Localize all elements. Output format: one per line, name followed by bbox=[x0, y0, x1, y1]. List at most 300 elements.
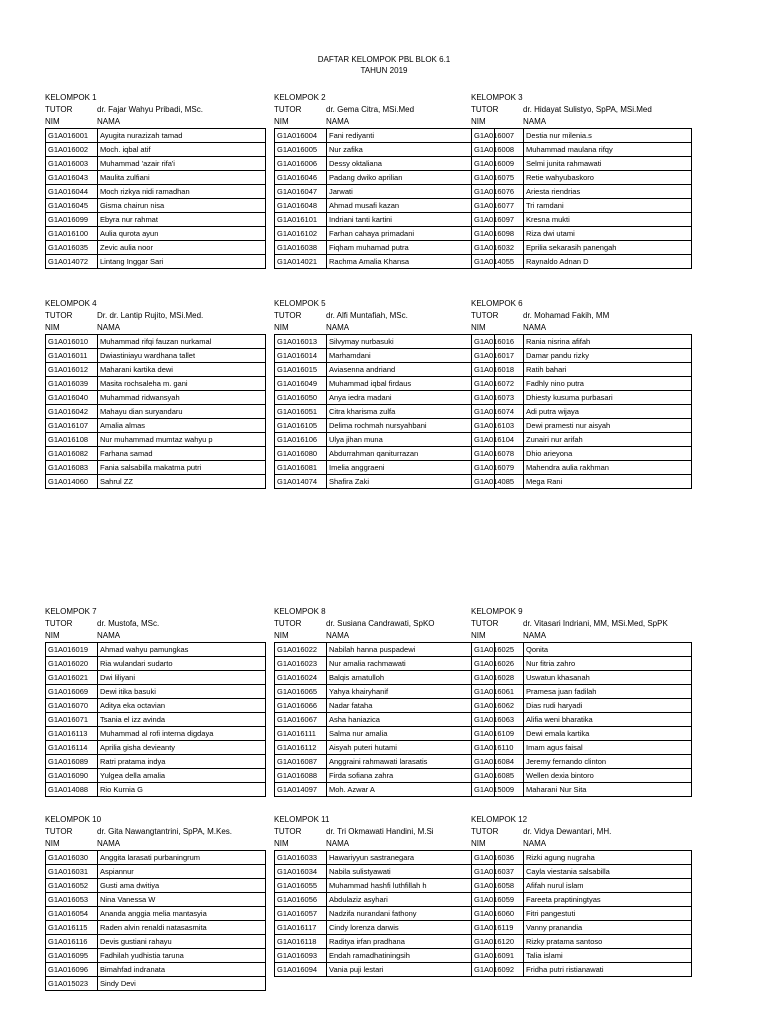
table-row bbox=[472, 963, 692, 977]
nama-cell: Vanny pranandia bbox=[524, 921, 692, 935]
nama-cell: Uswatun khasanah bbox=[524, 671, 692, 685]
nim-cell: G1A016116 bbox=[46, 935, 98, 949]
member-table bbox=[45, 642, 266, 797]
table-row bbox=[472, 893, 692, 907]
group-name: KELOMPOK 11 bbox=[274, 815, 330, 824]
table-row bbox=[472, 921, 692, 935]
group-4 bbox=[45, 298, 266, 489]
tutor-label: TUTOR bbox=[471, 827, 499, 836]
nim-header: NIM bbox=[45, 117, 60, 126]
table-row bbox=[275, 907, 495, 921]
table-row bbox=[472, 671, 692, 685]
nama-cell: Rizki agung nugraha bbox=[524, 851, 692, 865]
table-row bbox=[46, 433, 266, 447]
nama-cell: Salma nur amalia bbox=[327, 727, 495, 741]
table-row bbox=[46, 363, 266, 377]
nama-cell: Pramesa juan fadilah bbox=[524, 685, 692, 699]
nama-cell: Retie wahyubaskoro bbox=[524, 171, 692, 185]
nama-header: NAMA bbox=[523, 839, 547, 848]
table-row bbox=[472, 391, 692, 405]
table-row bbox=[275, 227, 495, 241]
group-name: KELOMPOK 12 bbox=[471, 815, 528, 824]
nim-cell: G1A016056 bbox=[275, 893, 327, 907]
nama-cell: Riza dwi utami bbox=[524, 227, 692, 241]
nama-cell: Rachma Amalia Khansa bbox=[327, 255, 495, 269]
table-row bbox=[472, 865, 692, 879]
table-row bbox=[46, 377, 266, 391]
nama-cell: Eprilia sekarasih panengah bbox=[524, 241, 692, 255]
nama-cell: Muhammad maulana rifqy bbox=[524, 143, 692, 157]
nama-header: NAMA bbox=[326, 323, 350, 332]
nim-cell: G1A014085 bbox=[472, 475, 524, 489]
nama-cell: Sindy Devi bbox=[98, 977, 266, 991]
nama-cell: Balqis amatulloh bbox=[327, 671, 495, 685]
group-10 bbox=[45, 814, 266, 991]
tutor-name: dr. Gema Citra, MSi.Med bbox=[326, 105, 415, 114]
tutor-row bbox=[274, 310, 495, 322]
nim-cell: G1A016055 bbox=[275, 879, 327, 893]
tutor-label: TUTOR bbox=[45, 619, 73, 628]
member-table bbox=[471, 128, 692, 269]
table-row bbox=[275, 447, 495, 461]
member-table bbox=[274, 642, 495, 797]
table-row bbox=[472, 419, 692, 433]
nama-cell: Aprilia gisha devieanty bbox=[98, 741, 266, 755]
tutor-label: TUTOR bbox=[274, 619, 302, 628]
nama-cell: Selmi junita rahmawati bbox=[524, 157, 692, 171]
table-row bbox=[46, 199, 266, 213]
nama-cell: Cindy lorenza darwis bbox=[327, 921, 495, 935]
table-row bbox=[46, 129, 266, 143]
nim-cell: G1A016088 bbox=[275, 769, 327, 783]
table-row bbox=[472, 907, 692, 921]
nim-cell: G1A016074 bbox=[472, 405, 524, 419]
nim-cell: G1A016090 bbox=[46, 769, 98, 783]
nim-cell: G1A016082 bbox=[46, 447, 98, 461]
nama-cell: Citra kharisma zulfa bbox=[327, 405, 495, 419]
nim-cell: G1A016058 bbox=[472, 879, 524, 893]
table-row bbox=[46, 213, 266, 227]
table-row bbox=[472, 255, 692, 269]
table-row bbox=[46, 227, 266, 241]
nim-cell: G1A014072 bbox=[46, 255, 98, 269]
nama-cell: Aulia qurota ayun bbox=[98, 227, 266, 241]
group-name: KELOMPOK 8 bbox=[274, 607, 326, 616]
nama-cell: Muhammad rifqi fauzan nurkamal bbox=[98, 335, 266, 349]
table-row bbox=[275, 419, 495, 433]
table-row bbox=[46, 335, 266, 349]
nama-header: NAMA bbox=[97, 631, 121, 640]
nim-cell: G1A016091 bbox=[472, 949, 524, 963]
table-row bbox=[472, 241, 692, 255]
nim-cell: G1A016059 bbox=[472, 893, 524, 907]
group-name: KELOMPOK 5 bbox=[274, 299, 326, 308]
nama-cell: Destia nur milenia.s bbox=[524, 129, 692, 143]
nim-cell: G1A016054 bbox=[46, 907, 98, 921]
nama-cell: Maharani kartika dewi bbox=[98, 363, 266, 377]
document-subtitle: TAHUN 2019 bbox=[360, 66, 408, 75]
nama-cell: Adi putra wijaya bbox=[524, 405, 692, 419]
table-row bbox=[472, 657, 692, 671]
member-table bbox=[45, 334, 266, 489]
nim-cell: G1A016024 bbox=[275, 671, 327, 685]
table-row bbox=[275, 657, 495, 671]
group-5 bbox=[274, 298, 495, 489]
nim-cell: G1A016096 bbox=[46, 963, 98, 977]
nama-cell: Imam agus faisal bbox=[524, 741, 692, 755]
nim-cell: G1A016105 bbox=[275, 419, 327, 433]
table-row bbox=[275, 893, 495, 907]
nim-cell: G1A016099 bbox=[46, 213, 98, 227]
nim-cell: G1A014074 bbox=[275, 475, 327, 489]
tutor-name: dr. Susiana Candrawati, SpKO bbox=[326, 619, 435, 628]
table-row bbox=[472, 213, 692, 227]
nama-cell: Devis gustiani rahayu bbox=[98, 935, 266, 949]
table-row bbox=[46, 949, 266, 963]
nim-cell: G1A016033 bbox=[275, 851, 327, 865]
member-table bbox=[274, 334, 495, 489]
nama-cell: Jarwati bbox=[327, 185, 495, 199]
table-row bbox=[275, 879, 495, 893]
table-row bbox=[472, 461, 692, 475]
nim-cell: G1A016107 bbox=[46, 419, 98, 433]
table-row bbox=[46, 935, 266, 949]
nama-header: NAMA bbox=[523, 117, 547, 126]
nim-cell: G1A016014 bbox=[275, 349, 327, 363]
nim-cell: G1A016036 bbox=[472, 851, 524, 865]
nama-cell: Nina Vanessa W bbox=[98, 893, 266, 907]
nim-cell: G1A016034 bbox=[275, 865, 327, 879]
nim-cell: G1A016003 bbox=[46, 157, 98, 171]
nama-cell: Delima rochmah nursyahbani bbox=[327, 419, 495, 433]
column-header-row bbox=[45, 630, 266, 642]
tutor-label: TUTOR bbox=[45, 105, 73, 114]
nama-cell: Aviasenna andriand bbox=[327, 363, 495, 377]
column-header-row bbox=[45, 116, 266, 128]
nim-cell: G1A016030 bbox=[46, 851, 98, 865]
table-row bbox=[472, 377, 692, 391]
nim-cell: G1A016092 bbox=[472, 963, 524, 977]
nim-cell: G1A016087 bbox=[275, 755, 327, 769]
nama-cell: Fridha putri ristianawati bbox=[524, 963, 692, 977]
group-name: KELOMPOK 3 bbox=[471, 93, 523, 102]
table-row bbox=[275, 685, 495, 699]
nama-cell: Anya iedra madani bbox=[327, 391, 495, 405]
tutor-label: TUTOR bbox=[471, 105, 499, 114]
group-2 bbox=[274, 92, 495, 269]
table-row bbox=[472, 851, 692, 865]
tutor-name: dr. Tri Okmawati Handini, M.Si bbox=[326, 827, 434, 836]
nama-cell: Anggita larasati purbaningrum bbox=[98, 851, 266, 865]
table-row bbox=[275, 783, 495, 797]
nim-cell: G1A016017 bbox=[472, 349, 524, 363]
table-row bbox=[46, 255, 266, 269]
nim-cell: G1A016048 bbox=[275, 199, 327, 213]
nama-cell: Raden alvin renaldi natasasmita bbox=[98, 921, 266, 935]
nim-cell: G1A016008 bbox=[472, 143, 524, 157]
nim-cell: G1A016053 bbox=[46, 893, 98, 907]
tutor-name: dr. Fajar Wahyu Pribadi, MSc. bbox=[97, 105, 203, 114]
table-row bbox=[275, 241, 495, 255]
nama-cell: Abdurrahman qaniturrazan bbox=[327, 447, 495, 461]
nama-cell: Tsania el izz avinda bbox=[98, 713, 266, 727]
nama-cell: Imelia anggraeni bbox=[327, 461, 495, 475]
column-header-row bbox=[471, 116, 692, 128]
tutor-label: TUTOR bbox=[45, 311, 73, 320]
nim-cell: G1A016016 bbox=[472, 335, 524, 349]
nim-cell: G1A016102 bbox=[275, 227, 327, 241]
nim-cell: G1A016067 bbox=[275, 713, 327, 727]
group-3 bbox=[471, 92, 692, 269]
table-row bbox=[46, 727, 266, 741]
table-row bbox=[275, 769, 495, 783]
nama-cell: Talia islami bbox=[524, 949, 692, 963]
nama-cell: Kresna mukti bbox=[524, 213, 692, 227]
nim-cell: G1A016103 bbox=[472, 419, 524, 433]
column-header-row bbox=[471, 322, 692, 334]
nama-cell: Amalia almas bbox=[98, 419, 266, 433]
group-name: KELOMPOK 9 bbox=[471, 607, 523, 616]
member-table bbox=[471, 850, 692, 977]
tutor-name: Dr. dr. Lantip Rujito, MSi.Med. bbox=[97, 311, 204, 320]
table-row bbox=[46, 741, 266, 755]
tutor-label: TUTOR bbox=[471, 619, 499, 628]
nama-cell: Ahmad musafi kazan bbox=[327, 199, 495, 213]
table-row bbox=[46, 755, 266, 769]
table-row bbox=[472, 783, 692, 797]
table-row bbox=[46, 699, 266, 713]
nama-cell: Ananda anggia melia mantasyia bbox=[98, 907, 266, 921]
nim-cell: G1A016094 bbox=[275, 963, 327, 977]
nim-cell: G1A016111 bbox=[275, 727, 327, 741]
nim-cell: G1A016020 bbox=[46, 657, 98, 671]
nim-cell: G1A016019 bbox=[46, 643, 98, 657]
group-name: KELOMPOK 6 bbox=[471, 299, 523, 308]
tutor-name: dr. Vitasari Indriani, MM, MSi.Med, SpPK bbox=[523, 619, 668, 628]
table-row bbox=[472, 475, 692, 489]
tutor-row bbox=[471, 310, 692, 322]
nim-cell: G1A016089 bbox=[46, 755, 98, 769]
table-row bbox=[46, 643, 266, 657]
nama-cell: Aspiannur bbox=[98, 865, 266, 879]
nama-cell: Dewi emala kartika bbox=[524, 727, 692, 741]
table-row bbox=[472, 685, 692, 699]
nama-cell: Ratih bahari bbox=[524, 363, 692, 377]
table-row bbox=[472, 171, 692, 185]
table-row bbox=[472, 769, 692, 783]
nama-header: NAMA bbox=[523, 631, 547, 640]
table-row bbox=[275, 335, 495, 349]
table-row bbox=[275, 713, 495, 727]
column-header-row bbox=[45, 322, 266, 334]
table-row bbox=[275, 921, 495, 935]
nim-cell: G1A016042 bbox=[46, 405, 98, 419]
nama-header: NAMA bbox=[326, 839, 350, 848]
nim-cell: G1A016095 bbox=[46, 949, 98, 963]
nim-cell: G1A016035 bbox=[46, 241, 98, 255]
nim-cell: G1A016011 bbox=[46, 349, 98, 363]
nim-header: NIM bbox=[274, 631, 289, 640]
member-table bbox=[45, 128, 266, 269]
nim-cell: G1A016005 bbox=[275, 143, 327, 157]
member-table bbox=[274, 128, 495, 269]
nama-cell: Zunairi nur arifah bbox=[524, 433, 692, 447]
nama-cell: Endah ramadhatiningsih bbox=[327, 949, 495, 963]
nim-header: NIM bbox=[45, 323, 60, 332]
nama-cell: Qonita bbox=[524, 643, 692, 657]
nim-header: NIM bbox=[274, 839, 289, 848]
nama-cell: Firda sofiana zahra bbox=[327, 769, 495, 783]
table-row bbox=[46, 851, 266, 865]
tutor-row bbox=[274, 104, 495, 116]
nama-cell: Rizky pratama santoso bbox=[524, 935, 692, 949]
nama-cell: Bimahfad indranata bbox=[98, 963, 266, 977]
member-table bbox=[471, 334, 692, 489]
group-1 bbox=[45, 92, 266, 269]
table-row bbox=[472, 949, 692, 963]
nama-header: NAMA bbox=[97, 323, 121, 332]
table-row bbox=[46, 865, 266, 879]
nim-cell: G1A016052 bbox=[46, 879, 98, 893]
nama-header: NAMA bbox=[326, 117, 350, 126]
table-row bbox=[275, 475, 495, 489]
table-row bbox=[275, 865, 495, 879]
nama-cell: Fadhilah yudhistia taruna bbox=[98, 949, 266, 963]
table-row bbox=[472, 129, 692, 143]
group-name: KELOMPOK 4 bbox=[45, 299, 97, 308]
nama-cell: Nur fitria zahro bbox=[524, 657, 692, 671]
nama-cell: Ahmad wahyu pamungkas bbox=[98, 643, 266, 657]
nim-header: NIM bbox=[471, 323, 486, 332]
nim-cell: G1A016081 bbox=[275, 461, 327, 475]
nama-header: NAMA bbox=[523, 323, 547, 332]
table-row bbox=[275, 377, 495, 391]
table-row bbox=[472, 157, 692, 171]
table-row bbox=[472, 227, 692, 241]
nim-cell: G1A014060 bbox=[46, 475, 98, 489]
tutor-label: TUTOR bbox=[471, 311, 499, 320]
nim-cell: G1A016031 bbox=[46, 865, 98, 879]
nama-cell: Zevic aulia noor bbox=[98, 241, 266, 255]
nim-cell: G1A016110 bbox=[472, 741, 524, 755]
column-header-row bbox=[471, 838, 692, 850]
table-row bbox=[472, 727, 692, 741]
nim-cell: G1A016002 bbox=[46, 143, 98, 157]
nama-cell: Nur zafika bbox=[327, 143, 495, 157]
table-row bbox=[275, 949, 495, 963]
document-title: DAFTAR KELOMPOK PBL BLOK 6.1 bbox=[317, 55, 451, 64]
nama-cell: Indriani tanti kartini bbox=[327, 213, 495, 227]
nama-cell: Hawariyyun sastranegara bbox=[327, 851, 495, 865]
nama-cell: Sahrul ZZ bbox=[98, 475, 266, 489]
nim-cell: G1A016004 bbox=[275, 129, 327, 143]
nim-cell: G1A014021 bbox=[275, 255, 327, 269]
table-row bbox=[275, 363, 495, 377]
table-row bbox=[472, 349, 692, 363]
tutor-row bbox=[274, 826, 495, 838]
tutor-row bbox=[471, 826, 692, 838]
nama-cell: Fadhly nino putra bbox=[524, 377, 692, 391]
tutor-name: dr. Mustofa, MSc. bbox=[97, 619, 160, 628]
nama-cell: Padang dwiko aprilian bbox=[327, 171, 495, 185]
nim-cell: G1A016010 bbox=[46, 335, 98, 349]
nim-cell: G1A016120 bbox=[472, 935, 524, 949]
table-row bbox=[46, 977, 266, 991]
nim-cell: G1A016013 bbox=[275, 335, 327, 349]
nim-cell: G1A016098 bbox=[472, 227, 524, 241]
table-row bbox=[275, 963, 495, 977]
table-row bbox=[275, 727, 495, 741]
nama-cell: Yulgea della amalia bbox=[98, 769, 266, 783]
nim-cell: G1A016084 bbox=[472, 755, 524, 769]
nim-cell: G1A016083 bbox=[46, 461, 98, 475]
table-row bbox=[275, 171, 495, 185]
table-row bbox=[472, 433, 692, 447]
member-table bbox=[274, 850, 495, 977]
nama-cell: Marhamdani bbox=[327, 349, 495, 363]
nama-cell: Silvymay nurbasuki bbox=[327, 335, 495, 349]
group-9 bbox=[471, 606, 692, 797]
nim-cell: G1A016106 bbox=[275, 433, 327, 447]
nama-cell: Fiqham muhamad putra bbox=[327, 241, 495, 255]
table-row bbox=[46, 685, 266, 699]
table-row bbox=[46, 657, 266, 671]
group-7 bbox=[45, 606, 266, 797]
nama-cell: Damar pandu rizky bbox=[524, 349, 692, 363]
nim-cell: G1A016021 bbox=[46, 671, 98, 685]
nama-cell: Nur amalia rachmawati bbox=[327, 657, 495, 671]
nim-header: NIM bbox=[45, 839, 60, 848]
nama-cell: Rio Kurnia G bbox=[98, 783, 266, 797]
nama-cell: Moch rizkya nidi ramadhan bbox=[98, 185, 266, 199]
nim-header: NIM bbox=[471, 631, 486, 640]
nama-cell: Wellen dexia bintoro bbox=[524, 769, 692, 783]
nim-cell: G1A016071 bbox=[46, 713, 98, 727]
nim-cell: G1A016023 bbox=[275, 657, 327, 671]
table-row bbox=[472, 199, 692, 213]
table-row bbox=[275, 699, 495, 713]
table-row bbox=[472, 363, 692, 377]
nim-cell: G1A016009 bbox=[472, 157, 524, 171]
table-row bbox=[46, 893, 266, 907]
table-row bbox=[46, 783, 266, 797]
column-header-row bbox=[274, 322, 495, 334]
nim-cell: G1A016044 bbox=[46, 185, 98, 199]
nama-cell: Raditya irfan pradhana bbox=[327, 935, 495, 949]
table-row bbox=[46, 907, 266, 921]
table-row bbox=[275, 213, 495, 227]
table-row bbox=[46, 171, 266, 185]
column-header-row bbox=[471, 630, 692, 642]
nim-cell: G1A014055 bbox=[472, 255, 524, 269]
nama-header: NAMA bbox=[97, 117, 121, 126]
nama-cell: Tri ramdani bbox=[524, 199, 692, 213]
tutor-label: TUTOR bbox=[274, 311, 302, 320]
nama-cell: Gisma chairun nisa bbox=[98, 199, 266, 213]
nim-cell: G1A016114 bbox=[46, 741, 98, 755]
nim-cell: G1A016043 bbox=[46, 171, 98, 185]
tutor-row bbox=[45, 310, 266, 322]
nim-cell: G1A016070 bbox=[46, 699, 98, 713]
nim-cell: G1A015023 bbox=[46, 977, 98, 991]
group-11 bbox=[274, 814, 495, 977]
group-6 bbox=[471, 298, 692, 489]
nama-cell: Muhammad hashfi luthfillah h bbox=[327, 879, 495, 893]
nama-cell: Mahendra aulia rakhman bbox=[524, 461, 692, 475]
nim-cell: G1A016018 bbox=[472, 363, 524, 377]
table-row bbox=[46, 419, 266, 433]
tutor-row bbox=[274, 618, 495, 630]
